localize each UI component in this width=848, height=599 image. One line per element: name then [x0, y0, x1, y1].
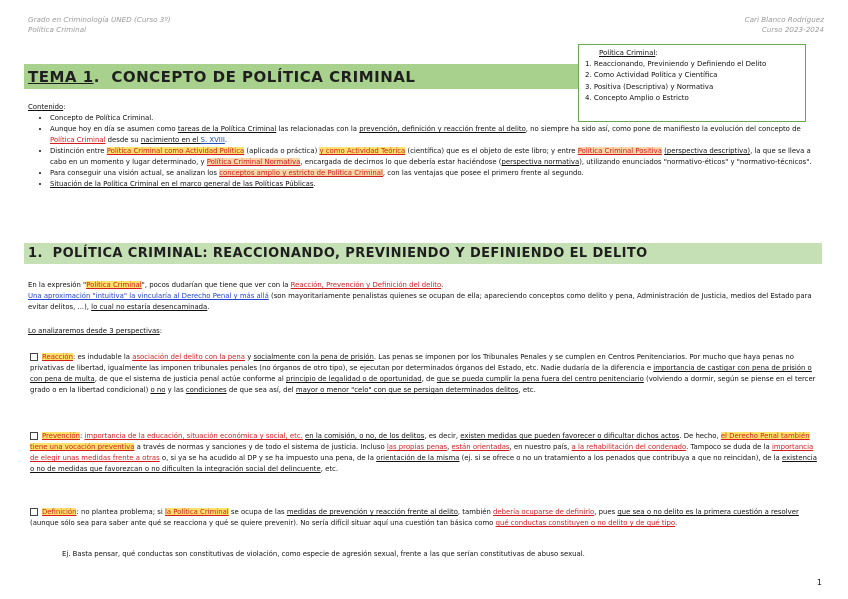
reaccion-paragraph: Reacción: es indudable la asociación del delito con la pena y socialmente con la pena de prisión. Las penas se imponen por los Tribunales Penales y se cumplen en Centros Penitenciarios. Por mucho que haya penas no privativas de libertad, igualmente las imponen tribunales penales (no órganos de otro tipo), se ejecutan por determinados órganos del Estado, etc. Nadie dudaría de la diferencia e importancia de castigar con pena de prisión o con pena de multa, de que el sistema de justicia penal actúe conforme al principio de legalidad o de oportunidad, de que se pueda cumplir la pena fuera del centro penitenciario (volviendo a dormir, según se piense en el tercer grado o en la libertad condicional) o no y las condiciones de que sea así, del mayor o menor "celo" con que se persigan determinados delitos, etc.: [30, 353, 816, 394]
contents-section: [28, 102, 818, 190]
contents-list: [28, 113, 818, 190]
list-item: • Situación de la Política Criminal en el marco general de las Políticas Públicas.: [50, 179, 818, 190]
perspectives-label: Lo analizaremos desde 3 perspectivas:: [28, 327, 163, 335]
title-text: CONCEPTO DE POLÍTICA CRIMINAL: [111, 68, 416, 86]
list-item: • Concepto de Política Criminal.: [50, 113, 818, 124]
year-label: Curso 2023-2024: [761, 25, 824, 34]
checkbox-icon: [30, 432, 38, 440]
checkbox-icon: [30, 508, 38, 516]
definicion-paragraph: Definición: no plantea problema; si la Política Criminal se ocupa de las medidas de prevención y reacción frente al delito, también debería ocuparse de definirlo, pues que sea o no delito es la primera cuestión a resolver (aunque sólo sea para saber ante qué se reacciona y qué se quiere prevenir). No sería difícil situar aquí una cuestión tan básica como qué conductas constituyen o no delito y de qué tipo.: [30, 508, 799, 527]
summary-item: 3. Positiva (Descriptiva) y Normativa: [585, 82, 714, 91]
prevencion-paragraph: Prevención: importancia de la educación, situación económica y social, etc. en la comisión, o no, de los delitos, es decir, existen medidas que pueden favorecer o dificultar dichos actos. De hecho, el Derecho Penal también tiene una vocación preventiva a través de normas y sanciones y de todo el sistema de justicia. Incluso las propias penas, están orientadas, en nuestro país, a la rehabilitación del condenado. Tampoco se duda de la importancia de elegir unas medidas frente a otras o, si ya se ha acudido al DP y se ha impuesto una pena, de la orientación de la misma (ej. si se ofrece o no un tratamiento a los penados que contribuya a que no reincidan), de la existencia o no de medidas que favorezcan o no dificulten la integración social del delincuente, etc.: [30, 432, 817, 473]
page-number: 1: [816, 578, 822, 587]
intro-paragraph: En la expresión "Política Criminal", pocos dudarían que tiene que ver con la Reacción, Prevención y Definición del delito. Una aproximación "intuitiva" la vincularía al Derecho Penal y más allá (son mayoritariamente penalistas quienes se ocupan de ella; apareciendo conceptos como delito y pena, Administración de Justicia, medios del Estado para evitar delitos, ...), lo cual no estaría desencaminada.: [28, 281, 812, 311]
header-right: [745, 15, 824, 35]
subject-label: Política Criminal: [28, 25, 87, 34]
header-left: [28, 15, 171, 35]
summary-title: Política Criminal:: [599, 49, 658, 57]
list-item: • Distinción entre Política Criminal como Actividad Política (aplicada o práctica) y como Actividad Teórica (científica) que es el objeto de este libro; y entre Política Criminal Positiva (perspectiva descriptiva), la que se lleva a cabo en un momento y lugar determinado, y Política Criminal Normativa, encargada de decirnos lo que debería estar haciéndose (perspectiva normativa), utilizando enunciados "normativo-éticos" y "normativo-técnicos".: [50, 146, 818, 168]
course-label: Grado en Criminología UNED (Curso 3º): [28, 15, 171, 24]
contents-label: Contenido:: [28, 103, 66, 111]
page-title: TEMA 1. CONCEPTO DE POLÍTICA CRIMINAL: [28, 68, 416, 86]
checkbox-icon: [30, 353, 38, 361]
list-item: • Aunque hoy en día se asumen como tareas de la Política Criminal las relacionadas con la prevención, definición y reacción frente al delito, no siempre ha sido así, como pone de manifiesto la evolución del concepto de Política Criminal desde su nacimiento en el S. XVIII.: [50, 124, 818, 146]
author-label: Cari Blanco Rodríguez: [744, 15, 824, 24]
summary-item: 2. Como Actividad Política y Científica: [585, 71, 718, 80]
list-item: • Para conseguir una visión actual, se analizan los conceptos amplio y estricto de Política Criminal, con las ventajas que posee el primero frente al segundo.: [50, 168, 818, 179]
section-heading: 1. POLÍTICA CRIMINAL: REACCIONANDO, PREVINIENDO Y DEFINIENDO EL DELITO: [28, 246, 648, 261]
summary-item: 4. Concepto Amplio o Estricto: [585, 93, 689, 102]
example-text: Ej. Basta pensar, qué conductas son constitutivas de violación, como especie de agresión sexual, frente a las que serían constitutivas de abuso sexual.: [62, 550, 585, 558]
title-number: TEMA 1: [28, 68, 94, 86]
summary-item: 1. Reaccionando, Previniendo y Definiendo el Delito: [585, 60, 767, 69]
